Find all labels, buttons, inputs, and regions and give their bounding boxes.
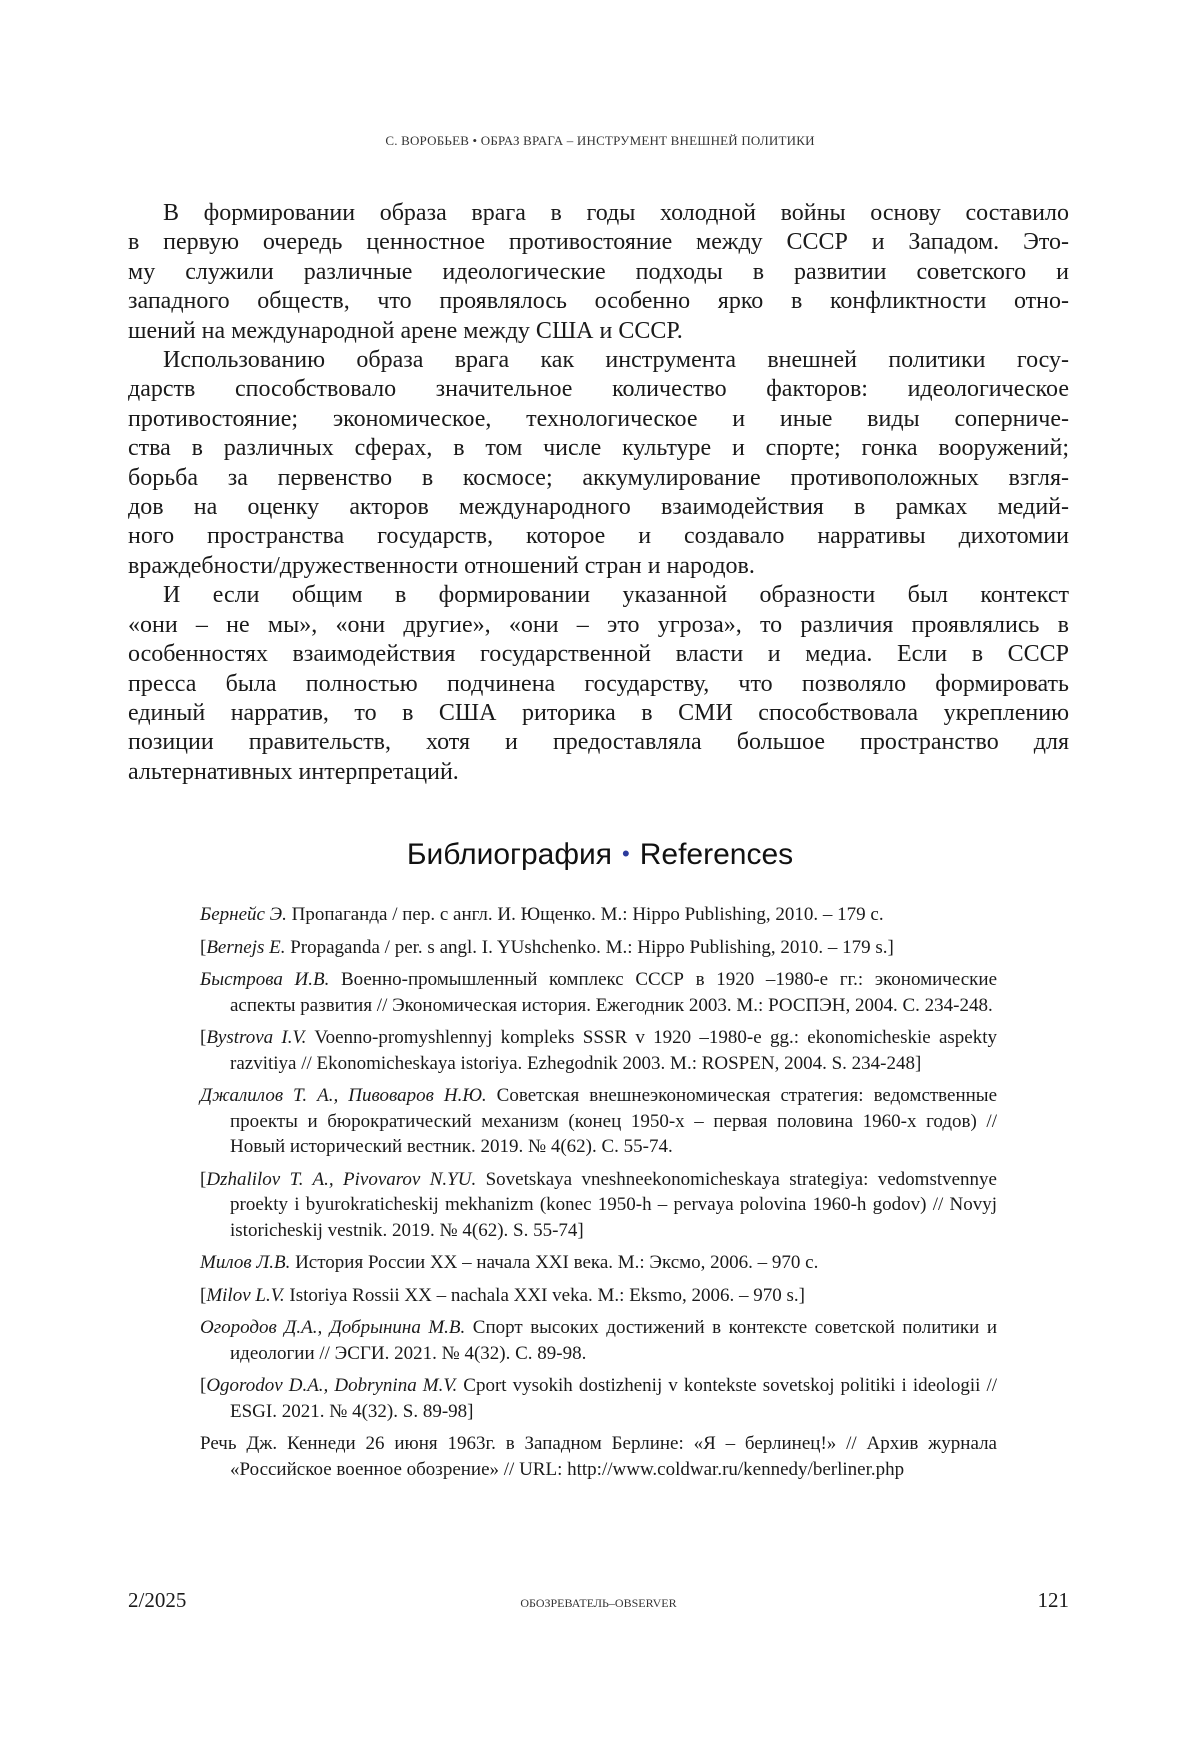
text-line: борьба за первенство в космосе; аккумулирование противоположных взгля- xyxy=(128,464,1069,491)
reference-text: Propaganda / per. s angl. I. YUshchenko. M.: Hippo Publishing, 2010. – 179 s.] xyxy=(285,936,894,958)
reference-list xyxy=(200,902,997,1489)
reference-text: Sovetskaya vneshneekonomicheskaya strategiya: vedomstvennye proekty i byurokraticheskij mekhanizm (konec 1950-h – pervaya polovina 1960-h godov) // Novyj istoricheskij vestnik. 2019. № 4(62). S. 55-74] xyxy=(230,1168,997,1241)
text-line: западного обществ, что проявлялось особенно ярко в конфликтности отно- xyxy=(128,288,1069,315)
text-line: враждебности/дружественности отношений стран и народов. xyxy=(128,552,755,579)
bibliography-title-en: References xyxy=(639,838,794,871)
journal-name: ОБОЗРЕВАТЕЛЬ–OBSERVER xyxy=(520,1596,677,1610)
text-line: противостояние; экономическое, технологическое и иные виды соперниче- xyxy=(128,405,1069,432)
text-line: ного пространства государств, которое и создавало нарративы дихотомии xyxy=(128,523,1069,550)
paragraph xyxy=(128,199,1069,346)
text-line: му служили различные идеологические подходы в развитии советского и xyxy=(128,258,1069,285)
text-line: особенностях взаимодействия государственной власти и медиа. Если в СССР xyxy=(128,641,1069,668)
reference-bracket: [ xyxy=(200,1168,207,1190)
body-text xyxy=(128,199,1069,787)
reference-item xyxy=(200,902,997,928)
running-head: С. ВОРОБЬЕВ • ОБРАЗ ВРАГА – ИНСТРУМЕНТ ВНЕШНЕЙ ПОЛИТИКИ xyxy=(385,133,815,148)
reference-text: Речь Дж. Кеннеди 26 июня 1963г. в Западном Берлине: «Я – берлинец!» // Архив журнала «Российское военное обозрение» // URL: http://www.coldwar.ru/kennedy/berliner.php xyxy=(200,1433,997,1480)
bullet-separator: • xyxy=(622,841,630,866)
reference-item xyxy=(200,1167,997,1244)
reference-text: Istoriya Rossii XX – nachala XXI veka. M.: Eksmo, 2006. – 970 s.] xyxy=(284,1284,805,1306)
reference-text: Пропаганда / пер. с англ. И. Ющенко. М.: Hippo Publishing, 2010. – 179 с. xyxy=(286,904,884,925)
text-line: Использованию образа врага как инструмента внешней политики госу- xyxy=(163,347,1069,374)
bibliography-title-ru: Библиография xyxy=(406,838,613,871)
reference-text: История России XX – начала XXI века. М.: Эксмо, 2006. – 970 с. xyxy=(290,1252,819,1273)
reference-text: Советская внешнеэкономическая стратегия: ведомственные проекты и бюрократический механизм (конец 1950-х – первая половина 1960-х годов) // Новый исторический вестник. 2019. № 4(62). С. 55-74. xyxy=(230,1085,998,1157)
page-number: 121 xyxy=(1037,1588,1069,1612)
reference-text: Cport vysokih dostizhenij v kontekste sovetskoj politiki i ideologii // ESGI. 2021. № 4(32). S. 89-98] xyxy=(230,1375,998,1422)
reference-bracket: [ xyxy=(200,1284,207,1306)
reference-bracket: [ xyxy=(200,1027,207,1048)
reference-author: Милов Л.В. xyxy=(200,1252,291,1273)
text-line: И если общим в формировании указанной образности был контекст xyxy=(163,582,1069,609)
reference-item xyxy=(200,935,997,961)
reference-item xyxy=(200,1083,997,1160)
issue-number: 2/2025 xyxy=(128,1588,187,1612)
reference-author: Бернейс Э. xyxy=(200,904,287,925)
paragraph xyxy=(128,346,1069,581)
reference-item xyxy=(200,1025,997,1076)
reference-author: Ogorodov D.A., Dobrynina M.V. xyxy=(206,1375,458,1396)
reference-author: Огородов Д.А., Добрынина М.В. xyxy=(200,1317,466,1338)
reference-bracket: [ xyxy=(200,936,207,958)
text-line: дов на оценку акторов международного взаимодействия в рамках медий- xyxy=(128,494,1069,521)
text-line: шений на международной арене между США и СССР. xyxy=(128,317,683,344)
text-line: альтернативных интерпретаций. xyxy=(128,758,459,785)
text-line: пресса была полностью подчинена государству, что позволяло формировать xyxy=(128,670,1069,697)
reference-author: Bernejs E. xyxy=(206,936,286,958)
reference-item xyxy=(200,1283,997,1309)
text-line: ства в различных сферах, в том числе культуре и спорте; гонка вооружений; xyxy=(128,435,1069,462)
reference-item xyxy=(200,1431,997,1482)
text-line: В формировании образа врага в годы холодной войны основу составило xyxy=(163,200,1069,226)
reference-bracket: [ xyxy=(200,1375,207,1396)
paragraph xyxy=(128,581,1069,787)
text-line: дарств способствовало значительное количество факторов: идеологическое xyxy=(128,376,1069,403)
reference-text: Военно-промышленный комплекс СССР в 1920 –1980-е гг.: экономические аспекты развития // Экономическая история. Ежегодник 2003. М.: РОСПЭН, 2004. С. 234-248. xyxy=(230,969,997,1016)
reference-item xyxy=(200,1315,997,1366)
reference-item xyxy=(200,967,997,1018)
reference-text: Спорт высоких достижений в контексте советской политики и идеологии // ЭСГИ. 2021. № 4(32). С. 89-98. xyxy=(230,1317,998,1364)
reference-author: Быстрова И.В. xyxy=(200,969,330,990)
bibliography-heading xyxy=(0,838,1200,872)
reference-item xyxy=(200,1373,997,1424)
reference-text: Voenno-promyshlennyj kompleks SSSR v 1920 –1980-e gg.: ekonomicheskie aspekty razvitiya // Ekonomicheskaya istoriya. Ezhegodnik 2003. M.: ROSPEN, 2004. S. 234-248] xyxy=(230,1027,997,1074)
text-line: в первую очередь ценностное противостояние между СССР и Западом. Это- xyxy=(128,229,1069,256)
reference-author: Dzhalilov T. A., Pivovarov N.YU. xyxy=(206,1168,477,1190)
text-line: «они – не мы», «они другие», «они – это угроза», то различия проявлялись в xyxy=(128,611,1069,638)
reference-author: Milov L.V. xyxy=(206,1284,285,1306)
text-line: позиции правительств, хотя и предоставляла большое пространство для xyxy=(128,729,1069,756)
reference-item xyxy=(200,1250,997,1276)
reference-author: Bystrova I.V. xyxy=(206,1027,307,1048)
reference-author: Джалилов Т. А., Пивоваров Н.Ю. xyxy=(200,1085,487,1106)
text-line: единый нарратив, то в США риторика в СМИ способствовала укреплению xyxy=(128,699,1069,726)
